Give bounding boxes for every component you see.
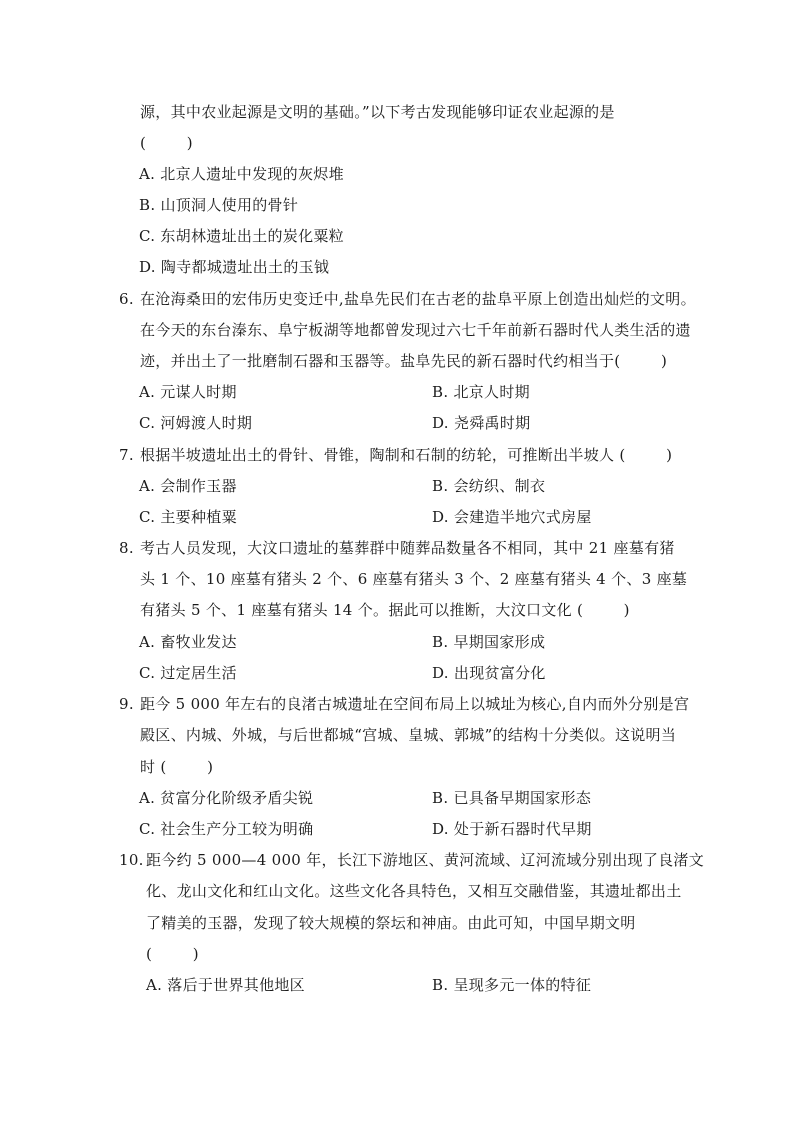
q8-stem-line-3: 有猪头 5 个、1 座墓有猪头 14 个。据此可以推断，大汶口文化 ( ) [140,601,630,619]
q8-option-b: B. 早期国家形成 [432,633,546,651]
q9-stem-line-1: 距今 5 000 年左右的良渚古城遗址在空间布局上以城址为核心,自内而外分别是宫 [140,695,690,713]
q9-option-b: B. 已具备早期国家形态 [432,789,592,807]
q8-option-c: C. 过定居生活 [139,664,237,682]
q8-option-d: D. 出现贫富分化 [432,664,546,682]
q7-option-c: C. 主要种植粟 [139,508,237,526]
q8-stem-line-1: 考古人员发现，大汶口遗址的墓葬群中随葬品数量各不相同，其中 21 座墓有猪 [140,539,675,557]
q10-stem-line-2: 化、龙山文化和红山文化。这些文化各具特色，又相互交融借鉴，其遗址都出土 [146,882,682,900]
q10-stem-line-4: ( ) [146,945,199,963]
q5-stem-line-1: 源，其中农业起源是文明的基础。”以下考古发现能够印证农业起源的是 [140,103,615,121]
q6-stem-line-3: 迹，并出土了一批磨制石器和玉器等。盐阜先民的新石器时代约相当于( ) [140,352,668,370]
q8-stem-line-2: 头 1 个、10 座墓有猪头 2 个、6 座墓有猪头 3 个、2 座墓有猪头 4 个、3 座墓 [140,570,688,588]
q5-option-b: B. 山顶洞人使用的骨针 [139,196,299,214]
q7-option-a: A. 会制作玉器 [139,477,237,495]
q8-number: 8. [119,539,134,557]
q5-option-c: C. 东胡林遗址出土的炭化粟粒 [139,227,344,245]
q10-stem-line-1: 距今约 5 000—4 000 年，长江下游地区、黄河流域、辽河流域分别出现了良渚文 [146,851,705,869]
q5-option-d: D. 陶寺都城遗址出土的玉钺 [139,258,330,276]
q7-stem-line-1: 根据半坡遗址出土的骨针、骨锥，陶制和石制的纺轮，可推断出半坡人 ( ) [140,446,673,464]
q10-number: 10. [119,851,144,869]
q9-option-c: C. 社会生产分工较为明确 [139,820,314,838]
q6-stem-line-2: 在今天的东台溱东、阜宁板湖等地都曾发现过六七千年前新石器时代人类生活的遗 [140,321,691,339]
q6-option-d: D. 尧舜禹时期 [432,414,531,432]
q10-stem-line-3: 了精美的玉器，发现了较大规模的祭坛和神庙。由此可知，中国早期文明 [146,914,636,932]
q9-option-a: A. 贫富分化阶级矛盾尖锐 [139,789,314,807]
q6-option-b: B. 北京人时期 [432,383,530,401]
q5-option-a: A. 北京人遗址中发现的灰烬堆 [139,165,344,183]
q9-stem-line-2: 殿区、内城、外城，与后世都城“宫城、皇城、郭城”的结构十分类似。这说明当 [140,726,677,744]
q6-number: 6. [119,290,134,308]
q10-option-b: B. 呈现多元一体的特征 [432,976,592,994]
q9-option-d: D. 处于新石器时代早期 [432,820,592,838]
q9-stem-line-3: 时 ( ) [140,758,214,776]
q5-stem-line-2: ( ) [140,134,193,152]
q10-option-a: A. 落后于世界其他地区 [146,976,305,994]
q6-option-a: A. 元谋人时期 [139,383,237,401]
q7-number: 7. [119,446,134,464]
q9-number: 9. [119,695,134,713]
q7-option-d: D. 会建造半地穴式房屋 [432,508,592,526]
q6-stem-line-1: 在沧海桑田的宏伟历史变迁中,盐阜先民们在古老的盐阜平原上创造出灿烂的文明。 [140,290,696,308]
q7-option-b: B. 会纺织、制衣 [432,477,546,495]
q6-option-c: C. 河姆渡人时期 [139,414,253,432]
q8-option-a: A. 畜牧业发达 [139,633,237,651]
